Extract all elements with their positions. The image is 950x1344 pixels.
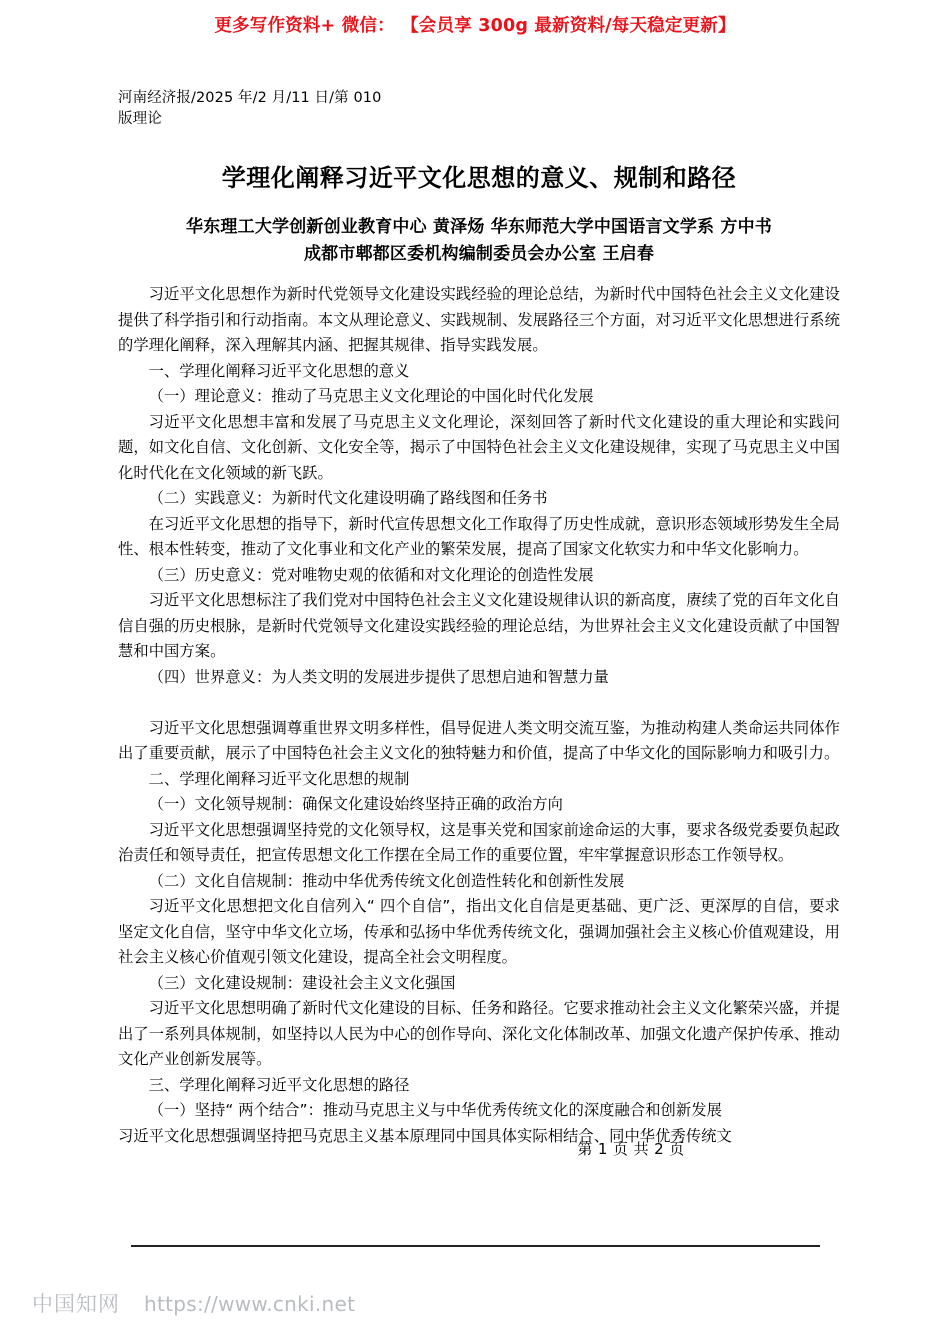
paragraph-intro: 习近平文化思想作为新时代党领导文化建设实践经验的理论总结，为新时代中国特色社会主义文化建设提供了科学指引和行动指南。本文从理论意义、实践规制、发展路径三个方面，对习近平文化思想进行系统的学理化阐释，深入理解其内涵、把握其规律、指导实践发展。 bbox=[118, 285, 840, 354]
page-title: 学理化阐释习近平文化思想的意义、规制和路径 bbox=[221, 164, 737, 192]
document-content bbox=[118, 88, 840, 1149]
paragraph-2-3: 习近平文化思想明确了新时代文化建设的目标、任务和路径。它要求推动社会主义文化繁荣兴盛，并提出了一系列具体规制，如坚持以人民为中心的创作导向、深化文化体制改革、加强文化遗产保护传承、推动文化产业创新发展等。 bbox=[118, 999, 840, 1068]
subsection-heading-2-2: （二）文化自信规制：推动中华优秀传统文化创造性转化和创新性发展 bbox=[148, 871, 625, 890]
subsection-heading-2-1: （一）文化领导规制：确保文化建设始终坚持正确的政治方向 bbox=[148, 795, 563, 813]
subsection-heading-2-3: （三）文化建设规制：建设社会主义文化强国 bbox=[148, 973, 456, 992]
author-line-1: 华东理工大学创新创业教育中心 黄泽炀 华东师范大学中国语言文学系 方中书 bbox=[186, 217, 772, 237]
paragraph-spacer bbox=[118, 690, 840, 716]
publication-line-2: 版理论 bbox=[118, 111, 162, 127]
paragraph-3-1: 习近平文化思想强调坚持把马克思主义基本原理同中国具体实际相结合、同中华优秀传统文 bbox=[118, 1126, 732, 1145]
subsection-heading-1-2: （二）实践意义：为新时代文化建设明确了路线图和任务书 bbox=[148, 489, 548, 507]
subsection-heading-1-4: （四）世界意义：为人类文明的发展进步提供了思想启迪和智慧力量 bbox=[148, 667, 610, 686]
footer-divider bbox=[131, 1245, 820, 1247]
publication-line-1: 河南经济报/2025 年/2 月/11 日/第 010 bbox=[118, 90, 382, 106]
paragraph-1-1: 习近平文化思想丰富和发展了马克思主义文化理论，深刻回答了新时代文化建设的重大理论和实践问题，如文化自信、文化创新、文化安全等，揭示了中国特色社会主义文化建设规律，实现了马克思主义中国化时代化在文化领域的新飞跃。 bbox=[118, 412, 840, 482]
paragraph-1-2: 在习近平文化思想的指导下，新时代宣传思想文化工作取得了历史性成就，意识形态领域形势发生全局性、根本性转变，推动了文化事业和文化产业的繁荣发展，提高了国家文化软实力和中华文化影响力。 bbox=[118, 514, 840, 558]
cnki-watermark bbox=[32, 1288, 355, 1318]
page-footer bbox=[0, 1138, 950, 1159]
article-body bbox=[118, 282, 840, 1149]
subsection-heading-3-1: （一）坚持“ 两个结合”：推动马克思主义与中华优秀传统文化的深度融合和创新发展 bbox=[148, 1101, 722, 1119]
paragraph-2-1: 习近平文化思想强调坚持党的文化领导权，这是事关党和国家前途命运的大事，要求各级党委要负起政治责任和领导责任，把宣传思想文化工作摆在全局工作的重要位置，牢牢掌握意识形态工作领导权。 bbox=[118, 820, 840, 864]
author-byline bbox=[118, 214, 840, 268]
publication-info bbox=[118, 88, 840, 130]
paragraph-1-4: 习近平文化思想强调尊重世界文明多样性，倡导促进人类文明交流互鉴，为推动构建人类命运共同体作出了重要贡献，展示了中国特色社会主义文化的独特魅力和价值，提高了中华文化的国际影响力和吸引力。 bbox=[118, 718, 840, 762]
paragraph-1-3: 习近平文化思想标注了我们党对中国特色社会主义文化建设规律认识的新高度，赓续了党的百年文化自信自强的历史根脉，是新时代党领导文化建设实践经验的理论总结，为世界社会主义文化建设贡献了中国智慧和中国方案。 bbox=[118, 591, 840, 660]
author-line-2: 成都市郫都区委机构编制委员会办公室 王启春 bbox=[303, 244, 655, 264]
watermark-url: https://www.cnki.net bbox=[144, 1292, 356, 1316]
watermark-name: 中国知网 bbox=[32, 1292, 120, 1316]
promo-banner: 更多写作资料+ 微信： 【会员享 300g 最新资料/每天稳定更新】 bbox=[214, 16, 736, 36]
paragraph-2-2: 习近平文化思想把文化自信列入“ 四个自信”，指出文化自信是更基础、更广泛、更深厚的自信，要求坚定文化自信，坚守中华文化立场，传承和弘扬中华优秀传统文化，强调加强社会主义核心价值观建设，用社会主义核心价值观引领文化建设，提高全社会文明程度。 bbox=[118, 897, 840, 966]
section-heading-2: 二、学理化阐释习近平文化思想的规制 bbox=[148, 769, 410, 788]
section-heading-1: 一、学理化阐释习近平文化思想的意义 bbox=[148, 361, 410, 380]
subsection-heading-1-3: （三）历史意义：党对唯物史观的依循和对文化理论的创造性发展 bbox=[148, 565, 594, 584]
page-number-label: 第 1 页 共 2 页 bbox=[577, 1140, 685, 1158]
section-heading-3: 三、学理化阐释习近平文化思想的路径 bbox=[148, 1075, 410, 1094]
subsection-heading-1-1: （一）理论意义：推动了马克思主义文化理论的中国化时代化发展 bbox=[148, 387, 594, 405]
